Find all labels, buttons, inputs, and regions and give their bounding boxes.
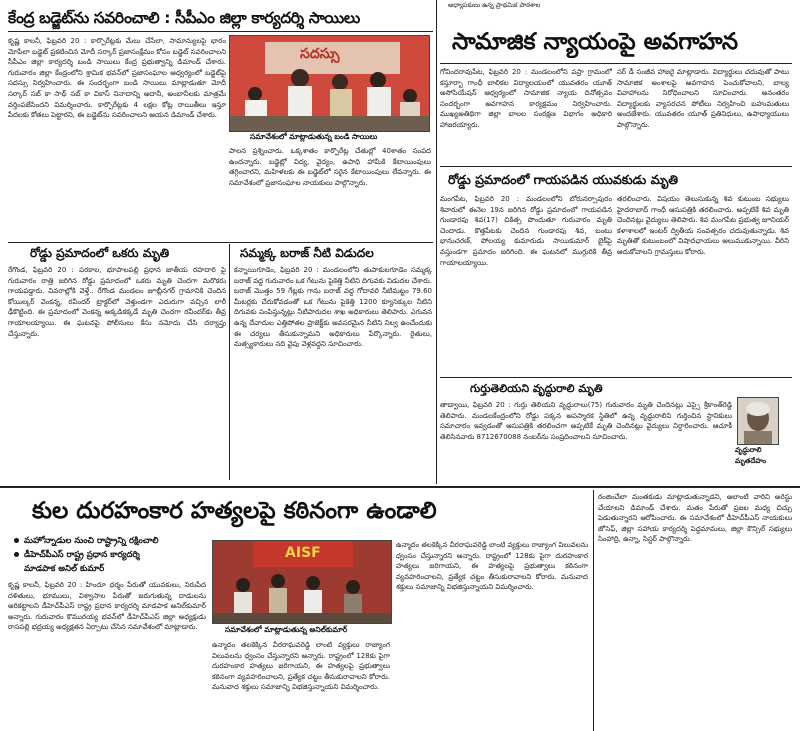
caste-photo-banner: AISF xyxy=(285,545,321,561)
elderly-body: తాడ్వాయి, ఫిబ్రవరి 20 : గుర్తు తెలియని వృద్ధురాలు(75) గురువారం మృతి చెందినట్లు ఎస్సై శ్రీకాంత్‌రెడ్డి తెలిపారు. మండలకేంద్రంలోని రోడ్డు పక్కన అపస్మారక స్థితిలో ఉన్న వృద్ధురాలిని గుర్తించిన స్థానికులు సమాచారం ఇవ్వడంతో ఆసుపత్రికి తరలించగా అప్పటికే మృతి చెందినట్లు వైద్యులు నిర్ధారించారు. ఆచూకీ తెలిసినవారు 8712670088 నంబర్‌ను సంప్రదించాలని సూచించారు. xyxy=(440,401,732,441)
caste-headline: కుల దురహంకార హత్యలపై కఠినంగా ఉండాలి xyxy=(32,498,437,524)
sammakka-headline: సమ్మక్క బరాజ్ నీటి విడుదల xyxy=(240,246,374,260)
social-body-right: సర్ డీ సంజీవ హాజరై మాట్లాడారు. విద్యార్థులు చదువుతో పాటు సామాజిక అంశాలపై అవగాహన పెంచుకోవాలని, బాల్య వివాహాలను నిరోధించాలని సూచించారు. అనంతరం విద్యార్థులకు వ్యాసరచన పోటీలు నిర్వహించి బహుమతులు అందజేశారు. యువతరం యూత్ ప్రతినిధులు, ఉపాధ్యాయులు పాల్గొన్నారు. xyxy=(617,68,789,129)
road-left-body: రేగొండ, ఫిబ్రవరి 20 : పరకాల, భూపాలపల్లి ప్రధాన జాతీయ రహదారి పై గురువారం రాత్రి జరిగిన రోడ్డు ప్రమాదంలో ఒకరు మృతి చెందగా మరొకరు గాయపడ్డారు. వివరాల్లోకి వెళ్తే.. రేగొండ మండలం జూబ్లీనగర్ గ్రామానికి చెందిన కోయిల్కర్ వెంకన్న, రవీందర్ ట్రాక్టర్‌లో వెళ్తుండగా ఎదురుగా వచ్చిన లారీ ఢీకొట్టింది. ఈ ప్రమాదంలో వెంకన్న అక్కడికక్కడే మృతి చెందగా రవీందర్‌కు తీవ్ర గాయాలయ్యాయి. ఈ ఘటనపై పోలీసులు కేసు నమోదు చేసి దర్యాప్తు చేస్తున్నారు. xyxy=(8,266,226,338)
divider xyxy=(440,63,792,64)
column-divider xyxy=(593,490,594,731)
divider xyxy=(8,242,433,243)
caste-body-2b: ఉన్మాదం తలకెక్కిన వీరరాఘవరెడ్డి లాంటి వ్యక్తులు రాజ్యాంగ విలువలను ధ్వంసం చేస్తున్నారని అన్నారు. రాష్ట్రంలో 128కు పైగా దురహంకార హత్యలు జరిగాయని, ఈ హత్యలపై ప్రభుత్వాలు కఠినంగా వ్యవహరించాలని, ప్రత్యేక చట్టం తీసుకురావాలని కోరారు. మనువాద శక్తులు సమాజాన్ని విభజిస్తున్నాయని విమర్శించారు. xyxy=(396,541,588,592)
road-top-body-left: మంగపేట, ఫిబ్రవరి 20 : మండలంలోని బోరునర్సాపురం శివారులో ఈనెల 19న జరిగిన రోడ్డు ప్రమాదంలో గాయపడిన గుండారపు శివ(17) చికిత్స పొందుతూ గురువారం మృతి చెందాడు. కొత్తపేటకు చెందిన గుండారపు శివ, బంటు భానుచరణ్, పోలయ్య కుమారుడు సాయికుమార్ బైక్‌పై వస్తుండగా ప్రమాదం జరిగింది. ఈ ఘటనలో ముగ్గురికి తీవ్ర గాయాలయ్యాయి. xyxy=(440,195,612,267)
caste-bullet-2: డీహెచ్‌పీఎస్ రాష్ట్ర ప్రధాన కార్యదర్శి xyxy=(14,549,214,561)
caste-bullet-1: మహోన్నాడుల నుంచి రాష్ట్రాన్ని రక్షించాలి xyxy=(14,535,214,547)
budget-photo-caption: సమావేశంలో మాట్లాడుతున్న బండి సాయిలు xyxy=(250,132,378,141)
budget-body-right: పాలన ప్రశ్నించారు. ఒక్కశాతం కార్పొరేట్ల చేతుల్లో 40శాతం సంపద ఉందన్నారు. బడ్జెట్లో విద్య, వైద్యం, ఉపాధి హామీకి కేటాయింపులు తగ్గించారని, మహిళలకు ఈ బడ్జెట్‌లో సరైన కేటాయింపులు లేవన్నారు. ఈ సమావేశంలో ప్రజాసంఘాల నాయకులు పాల్గొన్నారు. xyxy=(229,147,431,187)
caste-photo xyxy=(212,540,392,624)
budget-headline: కేంద్ర బడ్జెట్‌ను సవరించాలి : సీపీఎం జిల్లా కార్యదర్శి సాయిలు xyxy=(8,9,360,27)
elderly-caption-1: వృద్ధురాలి xyxy=(735,446,762,454)
divider xyxy=(8,31,433,32)
bullet-icon xyxy=(14,538,19,543)
social-body-left: గోవిందరావుపేట, ఫిబ్రవరి 20 : మండలంలోని పస్రా గ్రామంలో కస్తూర్బా గాంధీ బాలికల విద్యాలయంలో యువతరం యూత్ అసోసియేషన్ ఆధ్వర్యంలో సామాజిక న్యాయ దినోత్సవం సందర్భంగా అవగాహన కార్యక్రమం నిర్వహించారు. ముఖ్యఅతిథిగా జిల్లా బాలల సంరక్షణ విభాగం అధికారి హాజరయ్యారు. xyxy=(440,68,612,129)
top-strip-right: అధ్యాపకులు ఉన్న ప్రాథమిక పాఠశాల xyxy=(448,1,541,9)
caste-bullet-3: మాడపాక అనిల్ కుమార్ xyxy=(24,564,105,574)
road-left-headline: రోడ్డు ప్రమాదంలో ఒకరు మృతి xyxy=(30,246,170,260)
divider xyxy=(440,166,792,167)
sammakka-body: కన్నాయిగూడెం, ఫిబ్రవరి 20 : మండలంలోని తుపాకులగూడెం సమ్మక్క బరాజ్ వద్ద గురువారం ఒక గేటును పైకెత్తి నీటిని దిగువకు విడుదల చేశారు. బరాజ్ మొత్తం 59 గేట్లకు గాను బరాజ్ వద్ద గోదావరి నీటిమట్టం 79.60 మీటర్లకు చేరుకోవడంతో ఒక గేటును పైకెత్తి 1200 క్యూసెక్కుల నీటిని దిగువకు పంపిస్తున్నట్లు నీటిపారుదల శాఖ అధికారులు తెలిపారు. ఎగువన ఉన్న దేవాదుల ఎత్తిపోతల ప్రాజెక్ట్‌కు అవసరమైన నీటిని నిల్వ ఉంచేందుకు ఈ చర్యలు తీసుకున్నామని అధికారులు పేర్కొన్నారు. రైతులు, మత్స్యకారులు నది వైపు వెళ్లవద్దని సూచించారు. xyxy=(234,266,432,349)
social-headline: సామాజిక న్యాయంపై అవగాహన xyxy=(452,29,738,55)
column-divider xyxy=(436,0,437,484)
column-divider xyxy=(229,244,230,480)
section-divider xyxy=(0,486,800,488)
caste-body-1: కృష్ణ కాలనీ, ఫిబ్రవరి 20 : హిందూ ధర్మం పేరుతో యువకులు, నిరుపేద దళితులు, భూములు, విశ్వాసాల పేరుతో జరుగుతున్న దాడులను అరికట్టాలని డీహెచ్‌పీఎస్ రాష్ట్ర ప్రధాన కార్యదర్శి మాడపాక అనిల్‌కుమార్ అన్నారు. గురువారం కొమురయ్య భవన్‌లో డీహెచ్‌పీఎస్ జిల్లా అధ్యక్షుడు రాసపల్లి భద్రయ్య అధ్యక్షతన ఏర్పాటు చేసిన సమావేశంలో మాట్లాడారు. xyxy=(8,581,206,632)
elderly-caption-2: మృతదేహం xyxy=(735,457,767,465)
caste-body-2: ఉన్మాదం తలకెక్కిన వీరరాఘవరెడ్డి లాంటి వ్యక్తులు రాజ్యాంగ విలువలను ధ్వంసం చేస్తున్నారని అన్నారు. రాష్ట్రంలో 128కు పైగా దురహంకార హత్యలు జరిగాయని, ఈ హత్యలపై ప్రభుత్వాలు కఠినంగా వ్యవహరించాలని, ప్రత్యేక చట్టం తీసుకురావాలని కోరారు. మనువాద శక్తులు సమాజాన్ని విభజిస్తున్నాయని విమర్శించారు. xyxy=(212,641,390,692)
bullet-icon xyxy=(14,552,19,557)
caste-body-3: రంజించేలా మంతకుడు మాట్లాడుతున్నాడని, అలాంటి వారిని అరెస్టు చేయాలని డిమాండ్ చేశారు. మతం పేరుతో ప్రజల మధ్య చిచ్చు పెడుతున్నారని ఆరోపించారు. ఈ సమావేశంలో డీహెచ్‌పీఎస్ నాయకులు జోసెఫ్, జిల్లా సహాయ కార్యదర్శి పెద్దమామలు, జిల్లా కౌన్సిల్ సభ్యులు సింహాద్రి, ఉన్నా, సిస్టర్ పాల్గొన్నారు. xyxy=(598,493,792,544)
elderly-headline: గుర్తుతెలియని వృద్ధురాలి మృతి xyxy=(470,382,603,395)
caste-photo-caption: సమావేశంలో మాట్లాడుతున్న అనిల్‌కుమార్ xyxy=(225,625,348,634)
budget-photo xyxy=(229,35,430,132)
road-top-headline: రోడ్డు ప్రమాదంలో గాయపడిన యువకుడు మృతి xyxy=(448,172,679,187)
divider xyxy=(440,377,792,378)
road-top-body-right: తరలించారు. విషయం తెలుసుకున్న శివ కుటుంబ సభ్యులు హైదరాబాద్ గాంధీ ఆసుపత్రికి తరలించారు. అప్పటికే శివ మృతి చెందినట్లు వైద్యులు తెలిపారు. శివ మంగపేట ప్రభుత్వ జూనియర్ కళాశాలలో ఇంటర్ ద్వితీయ సంవత్సరం చదువుతున్నాడు. శివ మృతితో కుటుంబంలో విషాదఛాయలు అలుముకున్నాయి. వీరిని ఆదుకోవాలని గ్రామస్తులు కోరారు. xyxy=(617,195,789,256)
budget-body-left: కృష్ణ కాలనీ, ఫిబ్రవరి 20 : కార్పొరేట్లకు మేలు చేసేలా, సామాన్యులపై భారం మోపేలా బడ్జెట్ ప్రకటించిన మోదీ సర్కార్ ప్రజాసంక్షేమం కోసం బడ్జెట్ సవరించాలని సీపీఎం జిల్లా కార్యదర్శి బండి సాయిలు కేంద్ర ప్రభుత్వాన్ని డిమాండ్ చేశారు. గురువారం జిల్లా కేంద్రంలోని శ్రామిక భవన్‌లో ప్రజాసంఘాల ఆధ్వర్యంలో బడ్జెట్‌పై సదస్సు నిర్వహించారు. ఈ సందర్భంగా బండి సాయిలు మాట్లాడుతూ మోదీ సర్కార్ సబ్ కా సాథ్ సబ్ కా వికాస్ నినాదాన్ని అదానీ, అంబానీలకు మాత్రమే వర్తింపజేసిందని విమర్శించారు. కార్పొరేట్లకు 4 లక్షల కోట్ల రాయితీలు ఇస్తూ పేదలకు కోతలు పెట్టారని, ఈ బడ్జెట్‌ను సవరించాలని ఆయన డిమాండ్ చేశారు. xyxy=(8,37,226,120)
elderly-photo xyxy=(737,397,779,445)
photo-banner-text: సదస్సు xyxy=(300,46,340,62)
